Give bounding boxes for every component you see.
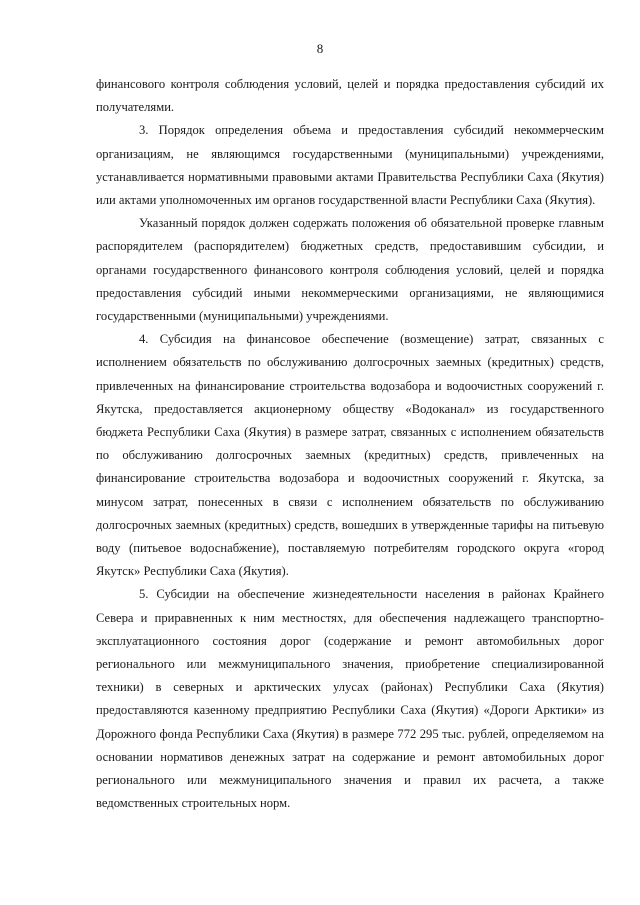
paragraph-control-procedure: Указанный порядок должен содержать положения об обязательной проверке главным распорядителем (распорядителем) бюджетных средств, предоставившим субсидии, и органами государственного финансового контроля соблюдения условий, целей и порядка предоставления субсидий иными некоммерческими организациями, не являющимися государственными (муниципальными) учреждениями.	[96, 216, 604, 324]
paragraph-item-3: 3. Порядок определения объема и предоставления субсидий некоммерческим организациям, не являющимся государственными (муниципальными) учреждениями, устанавливается нормативными правовыми актами Правительства Республики Саха (Якутия) или актами уполномоченных им органов государственной власти Республики Саха (Якутия).	[96, 123, 604, 208]
page-number: 8	[316, 41, 324, 56]
document-body	[96, 73, 604, 816]
paragraph-item-5: 5. Субсидии на обеспечение жизнедеятельности населения в районах Крайнего Севера и приравненных к ним местностях, для обеспечения надлежащего транспортно-эксплуатационного состояния дорог (содержание и ремонт автомобильных дорог регионального или межмуниципального значения, приобретение специализированной техники) в северных и арктических улусах (районах) Республики Саха (Якутия) предоставляются казенному предприятию Республики Саха (Якутия) «Дороги Арктики» из Дорожного фонда Республики Саха (Якутия) в размере 772 295 тыс. рублей, определяемом на основании нормативов денежных затрат на содержание и ремонт автомобильных дорог регионального или межмуниципального значения и правил их расчета, а также ведомственных строительных норм.	[96, 587, 604, 811]
paragraph-continuation: финансового контроля соблюдения условий, целей и порядка предоставления субсидий их получателями.	[96, 77, 604, 115]
paragraph-item-4: 4. Субсидия на финансовое обеспечение (возмещение) затрат, связанных с исполнением обязательств по обслуживанию долгосрочных заемных (кредитных) средств, привлеченных на финансирование строительства водозабора и водоочистных сооружений г. Якутска, предоставляется акционерному обществу «Водоканал» из государственного бюджета Республики Саха (Якутия) в размере затрат, связанных с исполнением обязательств по обслуживанию долгосрочных заемных (кредитных) средств, привлеченных на финансирование строительства водозабора и водоочистных сооружений г. Якутска, за минусом затрат, понесенных в связи с исполнением обязательств по обслуживанию долгосрочных заемных (кредитных) средств, вошедших в утвержденные тарифы на питьевую воду (питьевое водоснабжение), поставляемую потребителям городского округа «город Якутск» Республики Саха (Якутия).	[96, 332, 604, 579]
